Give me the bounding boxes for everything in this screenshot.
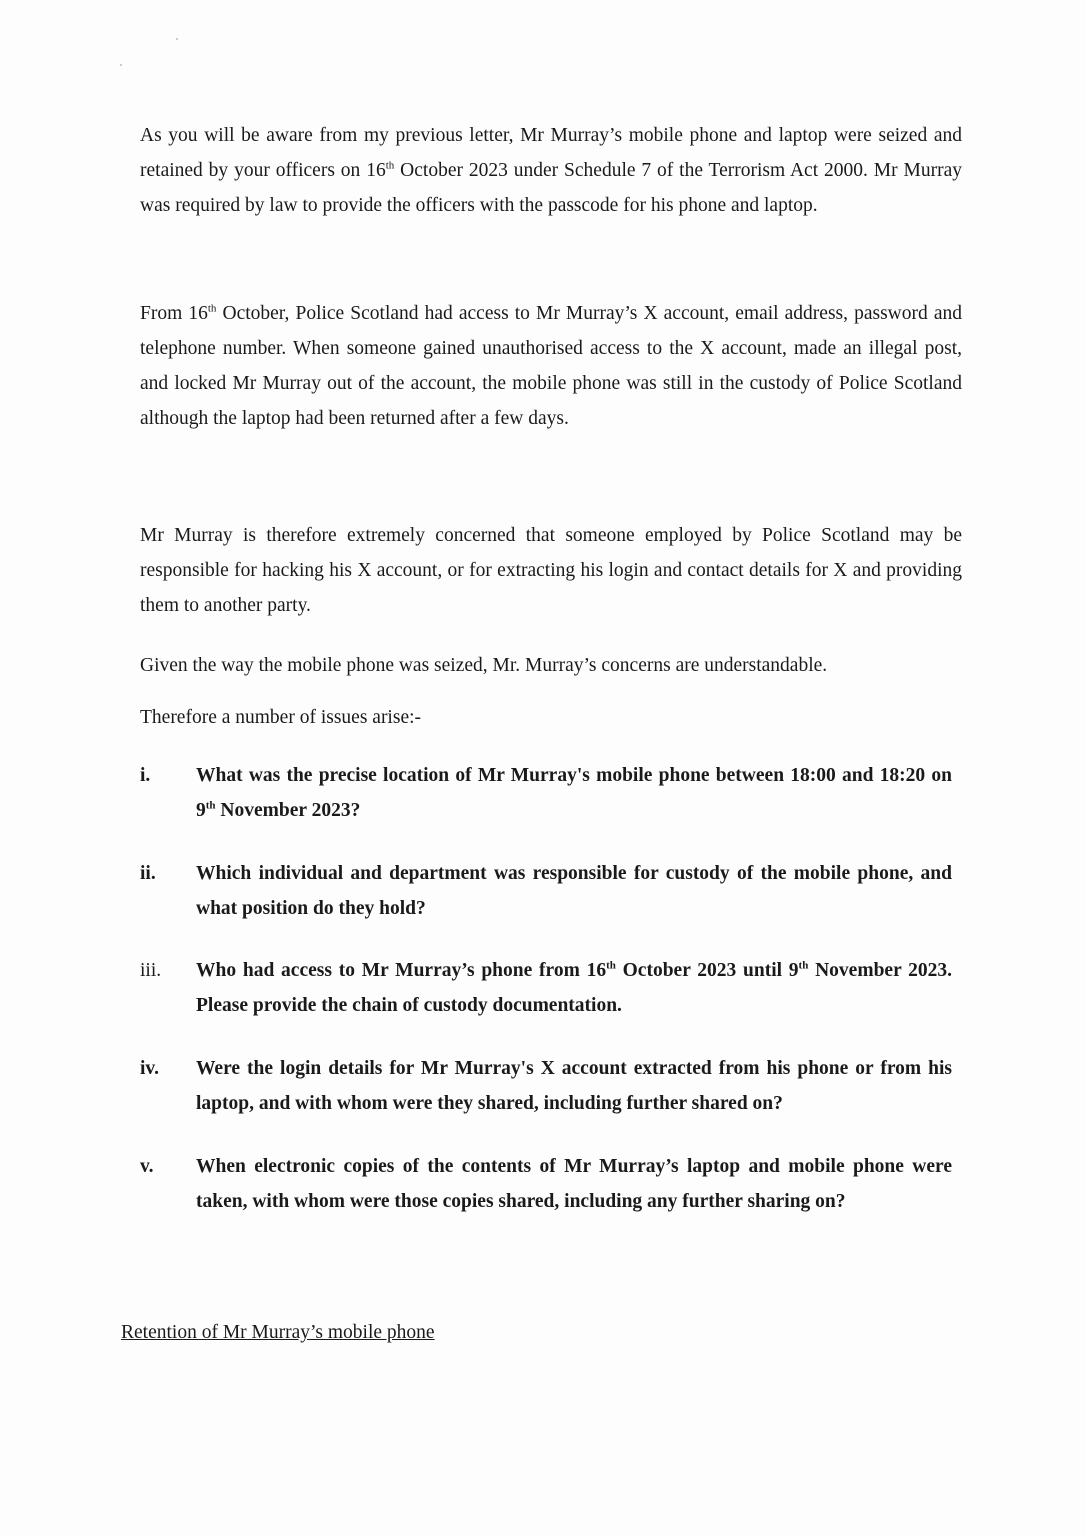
- issue-number: iv.: [140, 1058, 159, 1079]
- issue-text-part: Who had access to Mr Murray’s phone from 16: [196, 960, 607, 981]
- issue-number: i.: [140, 765, 151, 786]
- issue-number: iii.: [140, 960, 162, 981]
- issue-item: [140, 758, 952, 828]
- paragraph-issues-intro: [140, 700, 962, 735]
- issue-item: [140, 1051, 952, 1121]
- issue-text: [196, 758, 952, 828]
- scan-speck: [120, 64, 122, 66]
- issue-text: Which individual and department was responsible for custody of the mobile phone, and what position do they hold?: [196, 863, 952, 919]
- section-heading: Retention of Mr Murray’s mobile phone: [121, 1322, 435, 1343]
- paragraph-seizure: [140, 118, 962, 223]
- paragraph-text: October 2023 under Schedule 7 of the Terrorism Act 2000. Mr Murray was required by law to provide the officers with the passcode for his phone and laptop.: [140, 160, 962, 216]
- paragraph-text: As you will be aware from my previous letter, Mr Murray’s mobile phone and laptop were seized and retained by your officers on 16: [140, 125, 962, 181]
- paragraph-access: [140, 296, 962, 436]
- issue-text-part: What was the precise location of Mr Murray's mobile phone between 18:00 and 18:20 on 9: [196, 765, 952, 821]
- ordinal-suffix: th: [207, 302, 217, 315]
- scan-speck: [176, 38, 178, 40]
- issue-item: [140, 953, 952, 1023]
- issue-number: ii.: [140, 863, 156, 884]
- issue-text-part: November 2023?: [215, 800, 361, 821]
- paragraph-text: Given the way the mobile phone was seized, Mr. Murray’s concerns are understandable.: [140, 655, 828, 676]
- paragraph-text: From 16: [140, 303, 208, 324]
- ordinal-suffix: th: [798, 959, 809, 972]
- paragraph-understandable: [140, 648, 962, 683]
- paragraph-concern: [140, 518, 962, 623]
- ordinal-suffix: th: [385, 159, 395, 172]
- issue-item: [140, 856, 952, 926]
- paragraph-text: October, Police Scotland had access to Mr Murray’s X account, email address, password and telephone number. When someone gained unauthorised access to the X account, made an illegal post, and locked Mr Murray out of the account, the mobile phone was still in the custody of Police Scotland although the laptop had been returned after a few days.: [140, 303, 962, 429]
- paragraph-text: Therefore a number of issues arise:-: [140, 707, 422, 728]
- issue-text-part: October 2023 until 9: [615, 960, 799, 981]
- issue-text: Were the login details for Mr Murray's X account extracted from his phone or from his laptop, and with whom were they shared, including further shared on?: [196, 1058, 952, 1114]
- paragraph-text: Mr Murray is therefore extremely concerned that someone employed by Police Scotland may be responsible for hacking his X account, or for extracting his login and contact details for X and providing them to another party.: [140, 525, 962, 616]
- ordinal-suffix: th: [205, 799, 216, 812]
- issue-number: v.: [140, 1156, 154, 1177]
- issue-text-part: November 2023. Please provide the chain of custody documentation.: [196, 960, 953, 1016]
- issue-text: When electronic copies of the contents of Mr Murray’s laptop and mobile phone were taken, with whom were those copies shared, including any further sharing on?: [196, 1156, 952, 1212]
- ordinal-suffix: th: [606, 959, 616, 972]
- issue-item: [140, 1149, 952, 1219]
- issue-text: [196, 953, 952, 1023]
